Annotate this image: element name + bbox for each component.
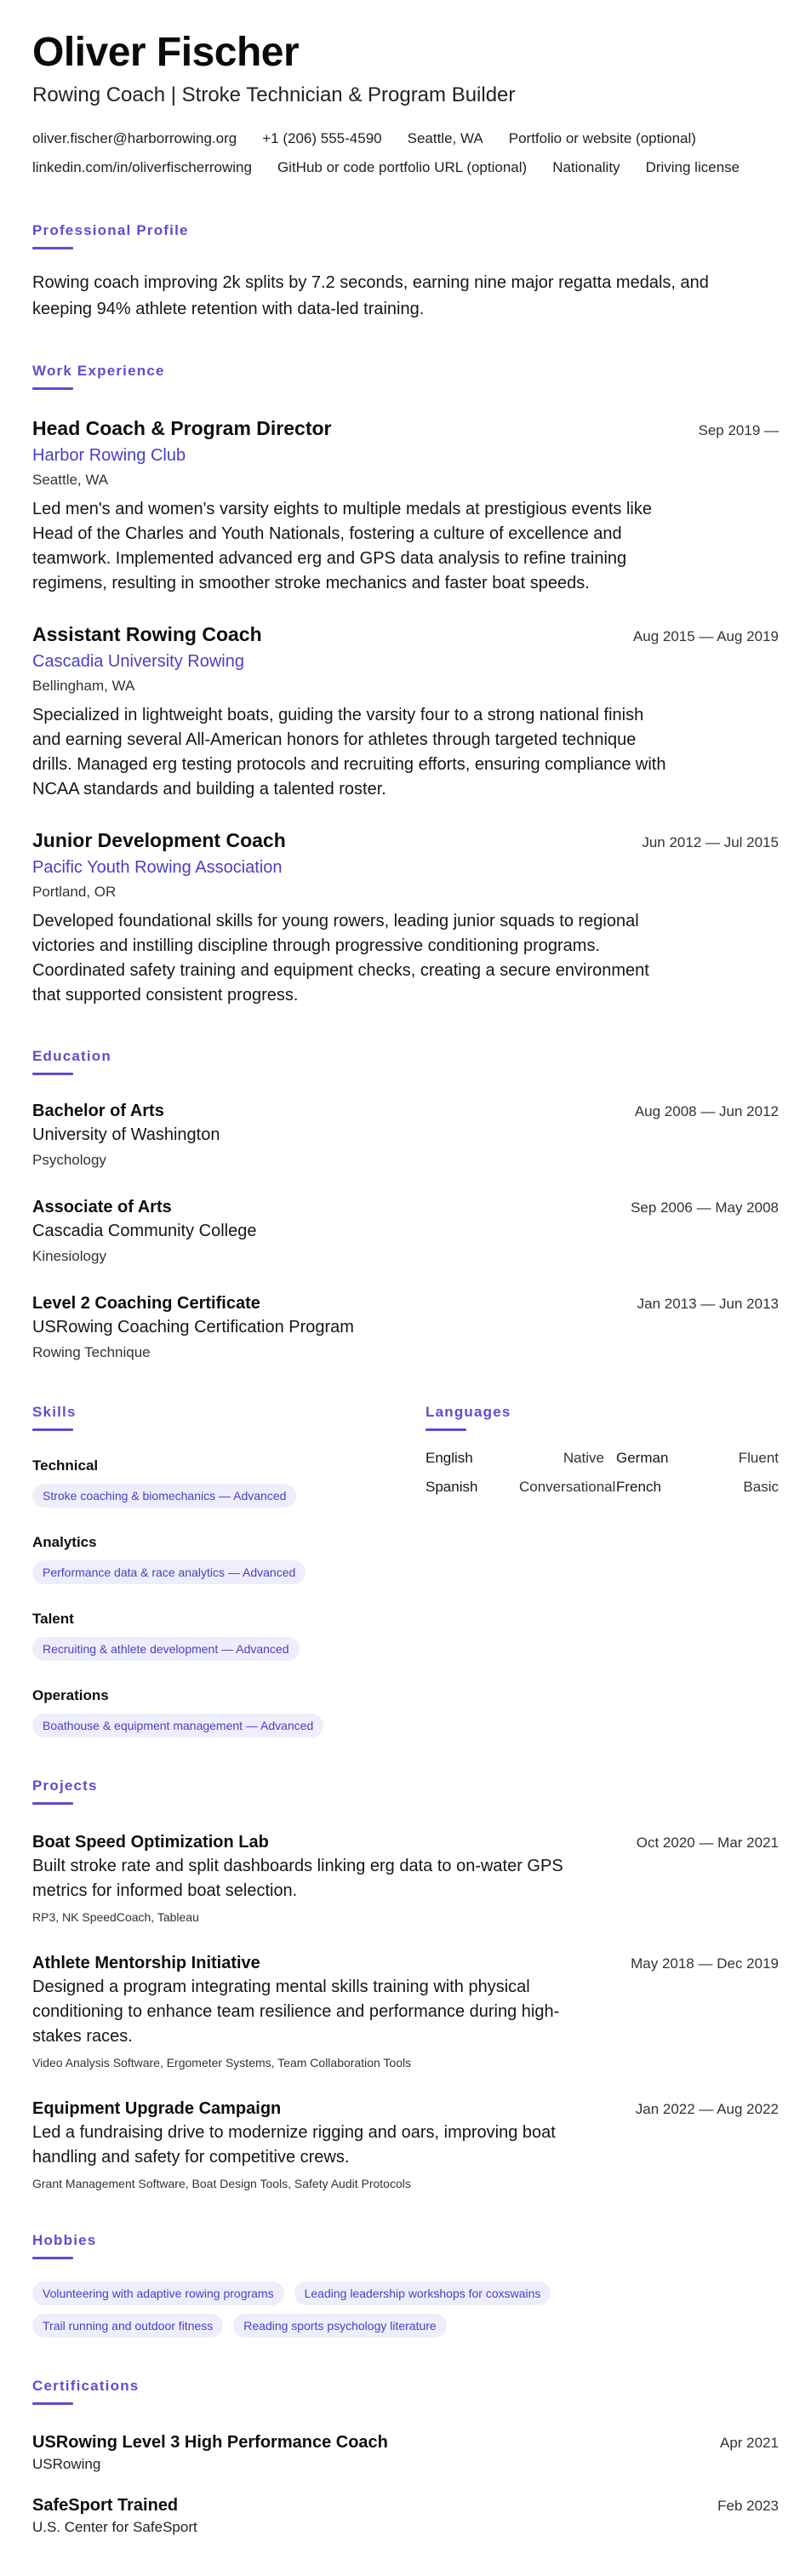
contact-list	[32, 124, 779, 182]
section-title-skills: Skills	[32, 1404, 77, 1420]
project-tech: Video Analysis Software, Ergometer Systems, Team Collaboration Tools	[32, 2056, 412, 2069]
project-date: May 2018 — Dec 2019	[631, 1955, 779, 1972]
section-title-certifications: Certifications	[32, 2378, 140, 2394]
section-divider	[32, 247, 73, 249]
job-description: Specialized in lightweight boats, guiding the varsity four to a strong national finish and earning several All-American honors for athletes through targeted technique drills. Managed erg testing protocols and recruiting efforts, ensuring compliance with NCAA standards and building a talented roster.	[32, 706, 666, 799]
language-name: English	[425, 1450, 473, 1466]
skills-section	[32, 1403, 425, 1737]
job-role: Head Coach & Program Director	[32, 417, 332, 439]
candidate-title: Rowing Coach | Stroke Technician & Program Builder	[32, 83, 516, 106]
skill-tag: Recruiting & athlete development — Advanced	[32, 1637, 300, 1661]
hobbies-section	[32, 2231, 779, 2338]
certification-entry	[32, 2430, 779, 2475]
language-level: Fluent	[738, 1450, 779, 1466]
job-date: Sep 2019 —	[698, 422, 779, 438]
contact-driving-license: Driving license	[645, 159, 740, 175]
skill-category: Operations	[32, 1687, 109, 1703]
skill-tag: Performance data & race analytics — Advanced	[32, 1560, 306, 1584]
education-field: Kinesiology	[32, 1248, 106, 1264]
job-role: Junior Development Coach	[32, 829, 286, 851]
section-title-hobbies: Hobbies	[32, 2232, 97, 2248]
job-company: Harbor Rowing Club	[32, 446, 186, 465]
language-level: Conversational	[519, 1479, 616, 1495]
section-title-profile: Professional Profile	[32, 222, 189, 238]
section-divider	[32, 387, 73, 390]
skill-category: Technical	[32, 1457, 99, 1474]
education-entry	[32, 1099, 779, 1171]
language-level: Native	[563, 1450, 604, 1466]
project-entry	[32, 1830, 779, 1926]
languages-section	[425, 1403, 779, 1737]
certification-date: Feb 2023	[717, 2498, 779, 2514]
job-company: Cascadia University Rowing	[32, 652, 244, 671]
education-field: Rowing Technique	[32, 1344, 151, 1360]
profile-summary: Rowing coach improving 2k splits by 7.2 seconds, earning nine major regatta medals, and keeping 94% athlete retention with data-led training.	[32, 273, 709, 318]
project-name: Equipment Upgrade Campaign	[32, 2099, 282, 2118]
skill-tag: Stroke coaching & biomechanics — Advanced	[32, 1484, 296, 1508]
education-school: USRowing Coaching Certification Program	[32, 1318, 354, 1337]
certification-org: U.S. Center for SafeSport	[32, 2519, 197, 2535]
job-location: Bellingham, WA	[32, 678, 135, 694]
job-description: Led men's and women's varsity eights to multiple medals at prestigious events like Head of the Charles and Youth Nationals, fostering a culture of excellence and teamwork. Implemented advanced erg and GPS data analysis to refine training regimens, resulting in smoother stroke mechanics and faster boat speeds.	[32, 500, 652, 592]
job-company: Pacific Youth Rowing Association	[32, 858, 283, 877]
education-school: University of Washington	[32, 1125, 220, 1144]
section-title-languages: Languages	[425, 1404, 511, 1420]
hobby-tag: Leading leadership workshops for coxswains	[294, 2281, 551, 2305]
certification-entry	[32, 2493, 779, 2538]
job-entry	[32, 415, 779, 596]
section-title-experience: Work Experience	[32, 363, 165, 379]
certification-org: USRowing	[32, 2456, 101, 2472]
projects-section	[32, 1777, 779, 2192]
skill-tag: Boathouse & equipment management — Advanced	[32, 1714, 323, 1737]
language-name: French	[616, 1479, 661, 1495]
section-divider	[32, 1428, 73, 1431]
education-degree: Level 2 Coaching Certificate	[32, 1294, 260, 1313]
language-list	[425, 1450, 779, 1496]
job-date: Aug 2015 — Aug 2019	[632, 628, 779, 644]
job-description: Developed foundational skills for young rowers, leading junior squads to regional victories and instilling discipline through progressive conditioning programs. Coordinated safety training and equipment checks, creating a secure environment that supported consistent progress.	[32, 912, 649, 1005]
section-divider	[32, 2257, 73, 2259]
contact-email[interactable]: oliver.fischer@harborrowing.org	[32, 130, 237, 146]
job-entry	[32, 621, 779, 802]
education-degree: Associate of Arts	[32, 1198, 172, 1216]
job-location: Portland, OR	[32, 884, 117, 900]
skill-category: Talent	[32, 1611, 74, 1627]
education-entry	[32, 1195, 779, 1268]
section-title-education: Education	[32, 1048, 111, 1064]
project-entry	[32, 1951, 779, 2071]
project-date: Oct 2020 — Mar 2021	[636, 1835, 779, 1851]
certification-date: Apr 2021	[720, 2435, 779, 2451]
certification-name: SafeSport Trained	[32, 2496, 179, 2515]
language-name: German	[616, 1450, 669, 1466]
contact-location: Seattle, WA	[407, 130, 483, 146]
education-date: Aug 2008 — Jun 2012	[634, 1103, 779, 1119]
language-level: Basic	[743, 1479, 779, 1495]
job-date: Jun 2012 — Jul 2015	[642, 834, 779, 850]
project-description: Designed a program integrating mental skills training with physical conditioning to enhance team resilience and performance during high-stakes races.	[32, 1978, 560, 2046]
section-divider	[32, 1802, 73, 1805]
project-date: Jan 2022 — Aug 2022	[635, 2101, 779, 2117]
project-description: Built stroke rate and split dashboards linking erg data to on-water GPS metrics for informed boat selection.	[32, 1857, 563, 1900]
contact-nationality: Nationality	[552, 159, 620, 175]
profile-section	[32, 221, 779, 323]
contact-linkedin[interactable]: linkedin.com/in/oliverfischerrowing	[32, 159, 252, 175]
skill-category: Analytics	[32, 1534, 97, 1550]
project-name: Boat Speed Optimization Lab	[32, 1833, 269, 1852]
education-section	[32, 1047, 779, 1364]
education-entry	[32, 1291, 779, 1364]
hobby-tag: Volunteering with adaptive rowing programs	[32, 2281, 284, 2305]
section-title-projects: Projects	[32, 1777, 98, 1794]
language-name: Spanish	[425, 1479, 478, 1495]
contact-portfolio[interactable]: Portfolio or website (optional)	[508, 130, 696, 146]
project-entry	[32, 2097, 779, 2192]
education-field: Psychology	[32, 1152, 106, 1168]
education-date: Jan 2013 — Jun 2013	[637, 1296, 779, 1312]
contact-phone[interactable]: +1 (206) 555-4590	[262, 130, 382, 146]
hobby-list	[32, 2281, 645, 2338]
job-location: Seattle, WA	[32, 472, 109, 488]
job-entry	[32, 827, 779, 1008]
project-tech: RP3, NK SpeedCoach, Tableau	[32, 1910, 199, 1924]
hobby-tag: Trail running and outdoor fitness	[32, 2314, 223, 2338]
education-degree: Bachelor of Arts	[32, 1102, 164, 1120]
education-date: Sep 2006 — May 2008	[631, 1199, 779, 1216]
project-tech: Grant Management Software, Boat Design Tools, Safety Audit Protocols	[32, 2177, 411, 2190]
certification-name: USRowing Level 3 High Performance Coach	[32, 2433, 388, 2452]
contact-github[interactable]: GitHub or code portfolio URL (optional)	[277, 159, 528, 175]
project-description: Led a fundraising drive to modernize rigging and oars, improving boat handling and safety for competitive crews.	[32, 2123, 556, 2167]
skills-languages-row	[32, 1403, 779, 1737]
hobby-tag: Reading sports psychology literature	[233, 2314, 446, 2338]
project-name: Athlete Mentorship Initiative	[32, 1954, 260, 1972]
section-divider	[425, 1428, 466, 1431]
job-role: Assistant Rowing Coach	[32, 623, 262, 645]
certifications-section	[32, 2377, 779, 2538]
candidate-name: Oliver Fischer	[32, 30, 300, 75]
section-divider	[32, 2402, 73, 2405]
section-divider	[32, 1073, 73, 1075]
education-school: Cascadia Community College	[32, 1222, 257, 1240]
experience-section	[32, 362, 779, 1008]
